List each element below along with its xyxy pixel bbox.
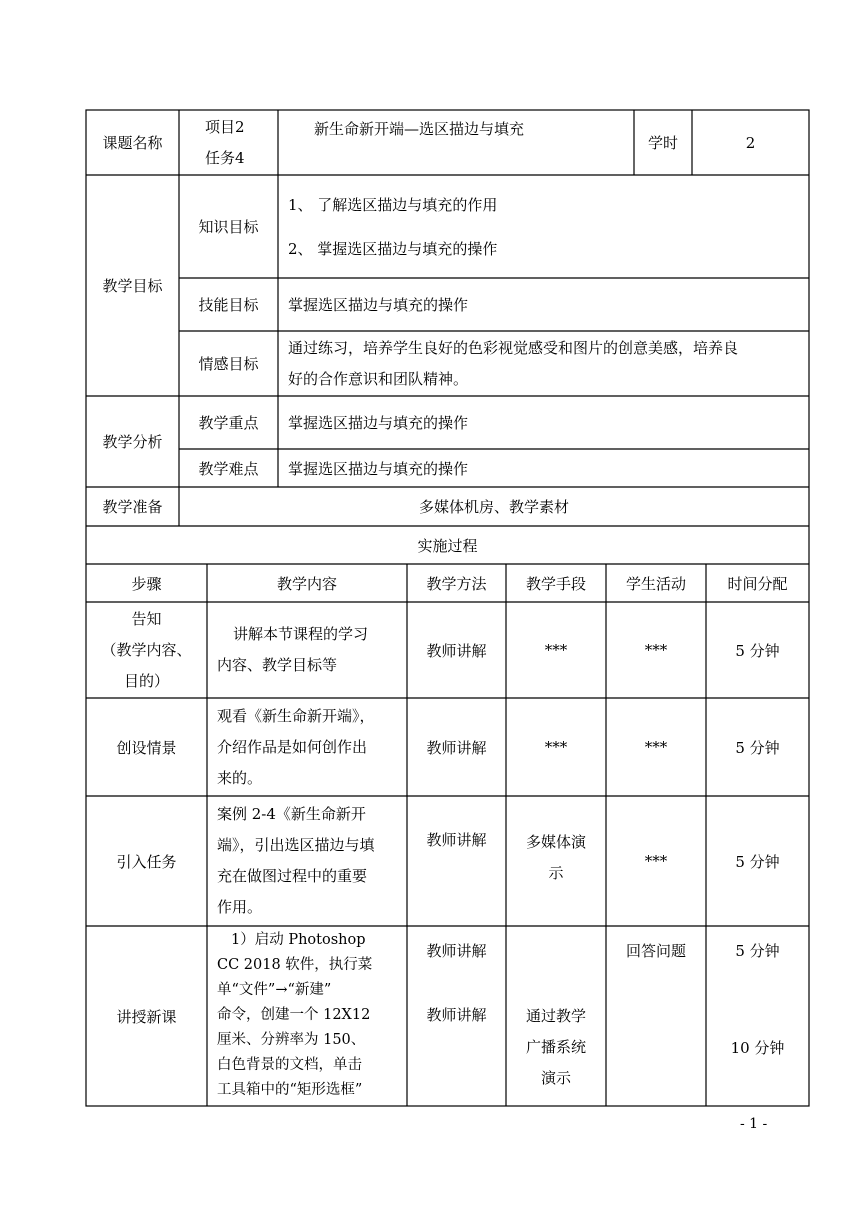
table-row-2-activity: *** <box>644 738 668 756</box>
project-task-cell <box>179 110 278 175</box>
process-title: 实施过程 <box>417 536 478 555</box>
course-name-label: 课题名称 <box>102 134 163 152</box>
task-label: 任务4 <box>205 148 245 167</box>
table-row-4-activity: 回答问题 <box>625 942 686 960</box>
difficulty-text: 掌握选区描边与填充的操作 <box>288 459 469 478</box>
emotion-label: 情感目标 <box>198 355 259 373</box>
header-method: 教学方法 <box>426 574 487 593</box>
table-row-2-means: *** <box>544 738 568 756</box>
table-row-4-content: 1）启动 Photoshop CC 2018 软件，执行菜 单“文件”→“新建” 命令，创建一个 12X12 厘米、分辨率为 150、 白色背景的文档，单击 工具箱中的“矩形选框” <box>217 932 373 1098</box>
table-row-2-content: 观看《新生命新开端》， 介绍作品是如何创作出 来的。 <box>217 706 375 787</box>
header-time: 时间分配 <box>727 574 788 593</box>
knowledge-item: 1、 了解选区描边与填充的作用 <box>288 195 498 214</box>
page-number: - 1 - <box>740 1116 768 1132</box>
knowledge-items <box>278 175 809 278</box>
table-row-4-means: 通过教学 广播系统 演示 <box>525 1007 586 1087</box>
table-row-4-step: 讲授新课 <box>116 1007 177 1026</box>
skill-text: 掌握选区描边与填充的操作 <box>288 296 469 314</box>
emotion-text <box>278 331 809 396</box>
header-step: 步骤 <box>131 574 162 593</box>
project-label: 项目2 <box>205 117 245 136</box>
table-row-4-method: 教师讲解 教师讲解 <box>426 942 487 1024</box>
knowledge-item: 2、 掌握选区描边与填充的操作 <box>288 239 498 258</box>
objectives-label: 教学目标 <box>102 277 163 295</box>
lesson-title: 新生命新开端—选区描边与填充 <box>314 120 525 138</box>
table-row-3-content: 案例 2-4《新生命新开 端》，引出选区描边与填 充在做图过程中的重要 作用。 <box>217 805 375 916</box>
key-point-text: 掌握选区描边与填充的操作 <box>288 414 469 432</box>
table-row-3-means: 多媒体演 示 <box>525 833 586 882</box>
table-row-2-method: 教师讲解 <box>426 738 487 757</box>
table-row-1-means: *** <box>544 641 568 659</box>
skill-label: 技能目标 <box>198 296 259 314</box>
emotion-line: 好的合作意识和团队精神。 <box>288 369 469 388</box>
difficulty-label: 教学难点 <box>198 459 259 478</box>
knowledge-label: 知识目标 <box>198 218 259 236</box>
header-activity: 学生活动 <box>625 574 686 593</box>
table-row-4-time: 5 分钟 10 分钟 <box>730 942 785 1057</box>
table-row-2-time: 5 分钟 <box>735 738 780 757</box>
table-row-3-step: 引入任务 <box>116 852 177 871</box>
table-row-3-time: 5 分钟 <box>735 852 780 871</box>
table-row-1-activity: *** <box>644 641 668 659</box>
table-row-2-step: 创设情景 <box>116 738 177 757</box>
table-row-3-activity: *** <box>644 852 668 870</box>
header-content: 教学内容 <box>276 574 337 593</box>
header-means: 教学手段 <box>525 574 586 593</box>
key-point-label: 教学重点 <box>198 414 259 432</box>
table-row-3-method: 教师讲解 <box>426 831 487 849</box>
emotion-line: 通过练习，培养学生良好的色彩视觉感受和图片的创意美感，培养良 <box>288 338 739 357</box>
table-row-1-time: 5 分钟 <box>735 641 780 660</box>
preparation-label: 教学准备 <box>102 498 163 516</box>
preparation-text: 多媒体机房、教学素材 <box>418 498 569 516</box>
analysis-label: 教学分析 <box>102 433 163 451</box>
table-row-1-step: 告知 （教学内容、 目的） <box>101 609 192 690</box>
table-row-1-method: 教师讲解 <box>426 641 487 660</box>
hours-label: 学时 <box>647 134 678 152</box>
table-row-1-content: 讲解本节课程的学习 内容、教学目标等 <box>217 625 369 674</box>
hours-value: 2 <box>745 133 756 152</box>
